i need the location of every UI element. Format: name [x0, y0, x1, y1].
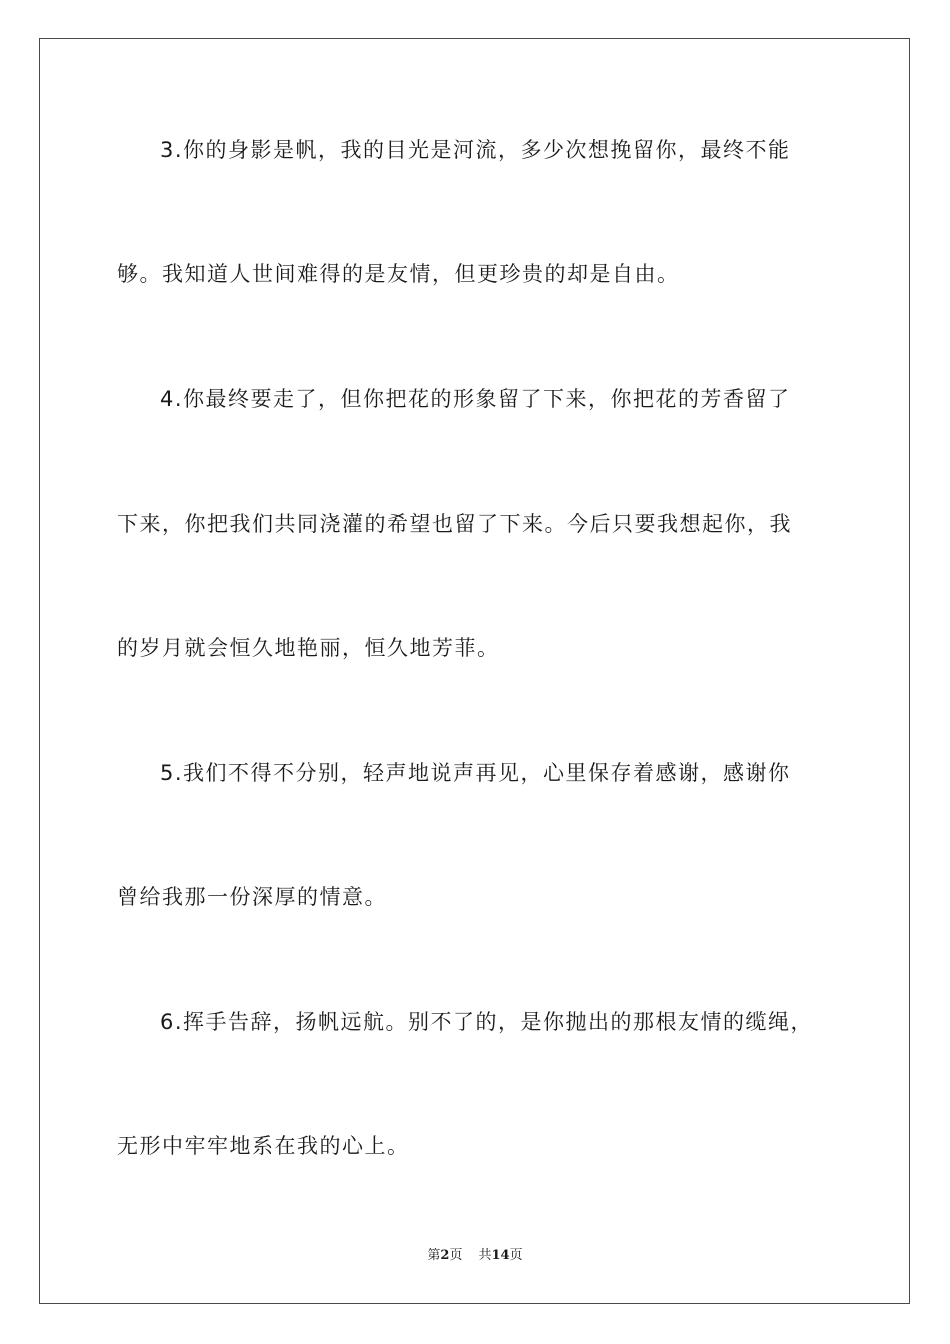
text-line: 6.挥手告辞，扬帆远航。别不了的，是你抛出的那根友情的缆绳，: [160, 1010, 814, 1034]
page-number: 2: [440, 1248, 450, 1263]
text-line: 曾给我那一份深厚的情意。: [117, 885, 387, 909]
text-line: 4.你最终要走了，但你把花的形象留了下来，你把花的芳香留了: [160, 387, 791, 411]
page-footer: [0, 1247, 950, 1265]
total-prefix: 共: [478, 1248, 492, 1263]
page-suffix: 页: [449, 1248, 463, 1263]
total-pages: 14: [491, 1248, 510, 1263]
text-line: 下来，你把我们共同浇灌的希望也留了下来。今后只要我想起你，我: [117, 512, 792, 536]
total-suffix: 页: [509, 1248, 523, 1263]
page-prefix: 第: [427, 1248, 441, 1263]
text-line: 无形中牢牢地系在我的心上。: [117, 1134, 410, 1158]
text-line: 的岁月就会恒久地艳丽，恒久地芳菲。: [117, 636, 500, 660]
text-line: 5.我们不得不分别，轻声地说声再见，心里保存着感谢，感谢你: [160, 761, 791, 785]
text-line: 够。我知道人世间难得的是友情，但更珍贵的却是自由。: [117, 262, 680, 286]
text-line: 3.你的身影是帆，我的目光是河流，多少次想挽留你，最终不能: [160, 138, 791, 162]
page-frame: [39, 38, 910, 1304]
